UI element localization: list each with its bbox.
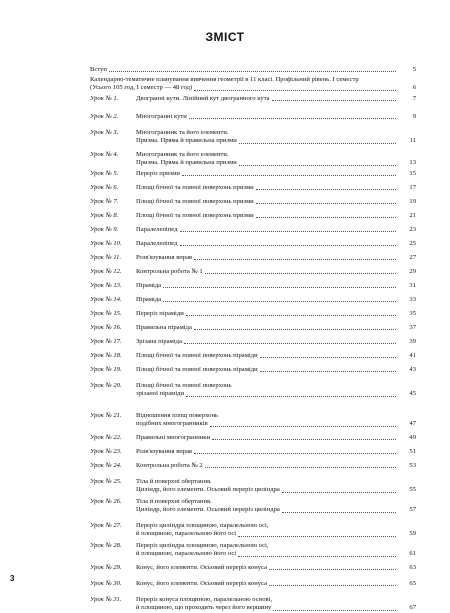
dot-leader — [186, 315, 396, 316]
dot-leader — [256, 203, 396, 204]
lesson-label: Урок № 11. — [90, 254, 122, 261]
entry-title: (Усього 105 год, І семестр — 48 год) — [90, 84, 193, 92]
entry-title: Переріз призми — [136, 170, 180, 177]
entry-page-number: 61 — [409, 550, 416, 558]
entry-page-number: 33 — [409, 296, 416, 303]
entry-page-number: 23 — [409, 226, 416, 233]
page-number: 3 — [10, 574, 15, 583]
dot-leader — [260, 357, 396, 358]
entry-title: Площі бічної та повної поверхонь призми — [136, 184, 254, 191]
entry-page-number: 21 — [409, 212, 416, 219]
entry-title: Площі бічної та повної поверхонь — [136, 382, 232, 389]
entry-title: Призма. Пряма й правильна призми — [136, 137, 237, 145]
entry-page-number: 45 — [409, 390, 416, 398]
entry-page-number: 39 — [409, 338, 416, 345]
entry-title: й площиною, паралельною його осі — [136, 550, 237, 558]
entry-title: Конус, його елементи. Осьовий переріз конуса — [136, 580, 268, 587]
dot-leader — [273, 610, 396, 611]
dot-leader — [205, 273, 396, 274]
entry-page-number: 43 — [409, 366, 416, 373]
lesson-label: Урок № 19. — [90, 366, 122, 373]
dot-leader — [194, 329, 396, 330]
lesson-label: Урок № 30. — [90, 580, 122, 587]
lesson-label: Урок № 29. — [90, 564, 122, 571]
lesson-label: Урок № 14. — [90, 296, 122, 303]
dot-leader — [194, 259, 396, 260]
entry-title: Конус, його елементи. Осьовий переріз конуса — [136, 564, 268, 571]
entry-page-number: 67 — [409, 604, 416, 612]
lesson-label: Урок № 6. — [90, 184, 119, 191]
dot-leader — [272, 100, 396, 101]
entry-page-number: 17 — [409, 184, 416, 191]
entry-title: Відношення площ поверхонь — [136, 412, 218, 419]
entry-title: Площі бічної та повної поверхонь піраміди — [136, 352, 258, 359]
page-title: ЗМІСТ — [205, 30, 245, 44]
dot-leader — [163, 301, 396, 302]
entry-page-number: 31 — [409, 282, 416, 289]
entry-page-number: 35 — [409, 310, 416, 317]
lesson-label: Урок № 15. — [90, 310, 122, 317]
entry-page-number: 13 — [409, 159, 416, 167]
lesson-label: Урок № 13. — [90, 282, 122, 289]
lesson-label: Урок № 23. — [90, 448, 122, 455]
lesson-label: Урок № 17. — [90, 338, 122, 345]
lesson-label: Урок № 8. — [90, 212, 119, 219]
entry-title: Зрізана піраміда — [136, 338, 182, 345]
entry-title: Розв'язування вправ — [136, 448, 193, 455]
lesson-label: Урок № 21. — [90, 412, 122, 419]
entry-page-number: 53 — [409, 462, 416, 469]
lesson-label: Урок № 20. — [90, 382, 122, 389]
entry-page-number: 19 — [409, 198, 416, 205]
entry-page-number: 41 — [409, 352, 416, 359]
lesson-label: Урок № 27. — [90, 522, 122, 529]
dot-leader — [210, 426, 396, 427]
entry-title: Тіла й поверхні обертання. — [136, 478, 212, 485]
entry-title: Розв'язування вправ — [136, 254, 193, 261]
lesson-label: Урок № 25. — [90, 478, 122, 485]
entry-title: Вступ — [90, 66, 107, 73]
dot-leader — [180, 245, 397, 246]
entry-title: Площі бічної та повної поверхонь призми — [136, 198, 254, 205]
lesson-label: Урок № 31. — [90, 596, 122, 603]
entry-title: Піраміда — [136, 282, 162, 289]
entry-page-number: 57 — [409, 506, 416, 514]
entry-page-number: 11 — [409, 137, 416, 145]
entry-title: Площі бічної та повної поверхонь піраміди — [136, 366, 258, 373]
dot-leader — [212, 439, 396, 440]
entry-title: Переріз піраміди — [136, 310, 184, 317]
entry-page-number: 25 — [409, 240, 416, 247]
lesson-label: Урок № 26. — [90, 498, 122, 505]
entry-title: Призма. Пряма й правильна призми — [136, 159, 237, 167]
entry-title: Циліндр, його елементи. Осьовий переріз циліндра — [136, 486, 280, 494]
entry-page-number: 59 — [409, 530, 416, 538]
entry-page-number: 51 — [409, 448, 416, 455]
dot-leader — [186, 396, 396, 397]
dot-leader — [256, 189, 396, 190]
lesson-label: Урок № 12. — [90, 268, 122, 275]
dot-leader — [239, 165, 396, 166]
entry-title: Многогранник та його елементи. — [136, 129, 229, 136]
entry-title: Циліндр, його елементи. Осьовий переріз циліндра — [136, 506, 280, 514]
entry-title: Переріз циліндра площиною, паралельною осі, — [136, 542, 269, 549]
entry-page-number: 65 — [409, 580, 416, 587]
dot-leader — [205, 467, 396, 468]
entry-page-number: 6 — [412, 84, 416, 92]
entry-title: й площиною, паралельною його осі — [136, 530, 237, 538]
entry-title: Паралелепіпед — [136, 226, 178, 233]
dot-leader — [256, 217, 396, 218]
dot-leader — [194, 90, 396, 91]
entry-title: Площі бічної та повної поверхонь призми — [136, 212, 254, 219]
entry-title: Переріз циліндра площиною, паралельною осі, — [136, 522, 269, 529]
entry-title: Піраміда — [136, 296, 162, 303]
lesson-label: Урок № 22. — [90, 434, 122, 441]
entry-title: Контрольна робота № 2 — [136, 462, 203, 469]
lesson-label: Урок № 9. — [90, 226, 119, 233]
lesson-label: Урок № 7. — [90, 198, 119, 205]
dot-leader — [238, 556, 396, 557]
lesson-label: Урок № 5. — [90, 170, 119, 177]
entry-page-number: 15 — [409, 170, 416, 177]
entry-page-number: 7 — [412, 95, 416, 102]
entry-page-number: 55 — [409, 486, 416, 494]
lesson-label: Урок № 1. — [90, 95, 119, 102]
dot-leader — [109, 71, 396, 72]
entry-title: Двогранні кути. Лінійний кут двогранного кута — [136, 95, 270, 102]
dot-leader — [239, 143, 396, 144]
dot-leader — [238, 536, 396, 537]
entry-title: подібних многогранників — [136, 420, 208, 428]
lesson-label: Урок № 3. — [90, 129, 119, 136]
entry-title: Многогранні кути — [136, 113, 187, 120]
entry-page-number: 5 — [412, 66, 416, 73]
entry-title: й площиною, що проходить через його вершину — [136, 604, 272, 612]
entry-title: Контрольна робота № 1 — [136, 268, 203, 275]
dot-leader — [163, 287, 396, 288]
lesson-label: Урок № 2. — [90, 113, 119, 120]
lesson-label: Урок № 18. — [90, 352, 122, 359]
dot-leader — [180, 231, 397, 232]
entry-title: Тіла й поверхні обертання. — [136, 498, 212, 505]
lesson-label: Урок № 16. — [90, 324, 122, 331]
lesson-label: Урок № 4. — [90, 151, 119, 158]
dot-leader — [189, 118, 396, 119]
entry-title: Паралелепіпед — [136, 240, 178, 247]
entry-page-number: 49 — [409, 434, 416, 441]
dot-leader — [269, 569, 396, 570]
lesson-label: Урок № 28. — [90, 542, 122, 549]
entry-page-number: 63 — [409, 564, 416, 571]
entry-page-number: 47 — [409, 420, 416, 428]
entry-title: Правильна піраміда — [136, 324, 192, 331]
dot-leader — [194, 453, 396, 454]
dot-leader — [282, 492, 396, 493]
entry-title: Календарно-тематичне планування вивчення геометрії в 11 класі. Профільний рівень. І семестр — [90, 76, 359, 83]
entry-title: Правильні многогранники — [136, 434, 211, 441]
dot-leader — [184, 343, 396, 344]
lesson-label: Урок № 10. — [90, 240, 122, 247]
entry-page-number: 9 — [412, 113, 416, 120]
entry-page-number: 37 — [409, 324, 416, 331]
entry-title: Переріз конуса площиною, паралельною основі, — [136, 596, 273, 603]
entry-page-number: 27 — [409, 254, 416, 261]
dot-leader — [260, 371, 396, 372]
entry-title: Многогранник та його елементи. — [136, 151, 229, 158]
dot-leader — [282, 512, 396, 513]
lesson-label: Урок № 24. — [90, 462, 122, 469]
dot-leader — [182, 175, 396, 176]
entry-title: зрізаної піраміди — [136, 390, 185, 398]
entry-page-number: 29 — [409, 268, 416, 275]
dot-leader — [269, 585, 396, 586]
